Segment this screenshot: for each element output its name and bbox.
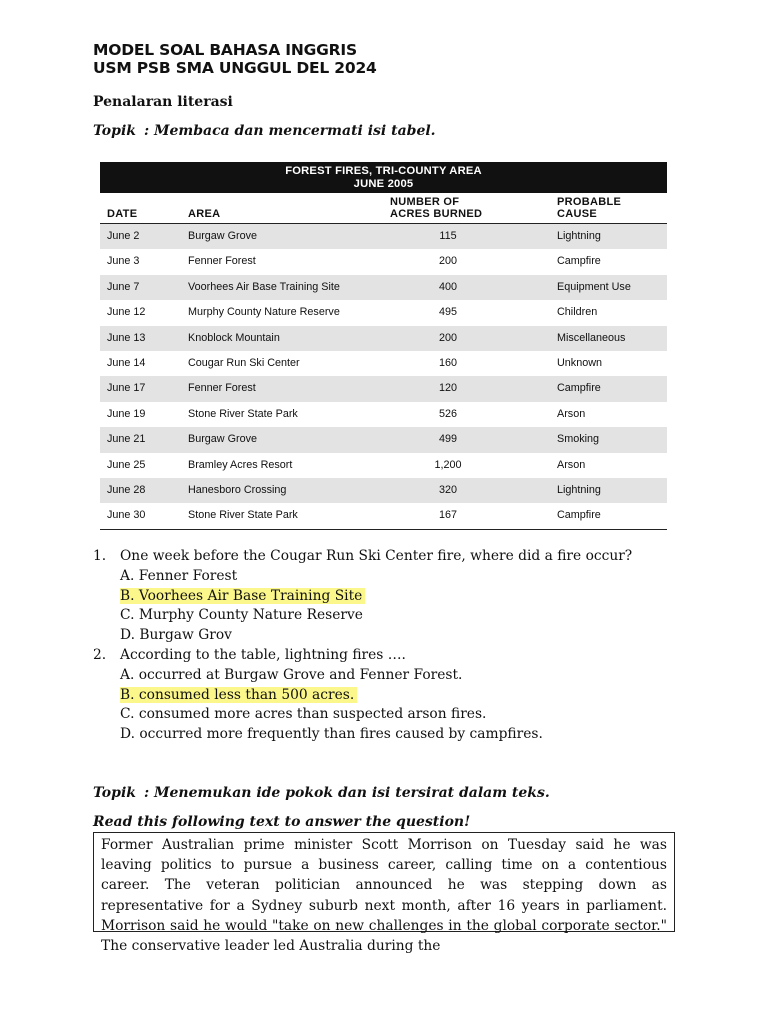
column-header-area: AREA	[188, 208, 221, 220]
table-row	[100, 478, 667, 503]
option-b[interactable]	[93, 587, 693, 607]
cell-acres: 320	[438, 483, 457, 496]
option-label: consumed less than 500 acres.	[138, 686, 355, 703]
cell-cause: Arson	[557, 407, 586, 420]
cell-date: June 13	[107, 331, 146, 344]
table-row	[100, 402, 667, 427]
table-subtitle: JUNE 2005	[353, 177, 414, 190]
cell-date: June 28	[107, 483, 146, 496]
column-header-date: DATE	[107, 208, 138, 220]
title-line-1: MODEL SOAL BAHASA INGGRIS	[93, 41, 357, 59]
table-row	[100, 453, 667, 478]
passage-text: Former Australian prime minister Scott Morrison on Tuesday said he was leaving politics to pursue a business career, calling time on a contentious career. The veteran politician announced he was stepping down as representative for a Sydney suburb next month, after 16 years in parliament. Morrison said he would "take on new challenges in the global corporate sector." The conservative leader led Australia during the	[101, 837, 667, 955]
question-list	[93, 547, 693, 745]
cell-cause: Campfire	[557, 382, 601, 395]
column-header-cause	[557, 196, 621, 220]
cell-area: Stone River State Park	[188, 509, 298, 522]
question-stem	[93, 646, 693, 666]
table-row	[100, 275, 667, 300]
cell-acres: 160	[438, 356, 457, 369]
cell-area: Fenner Forest	[188, 255, 256, 268]
cell-area: Bramley Acres Resort	[188, 458, 293, 471]
option-text	[120, 568, 240, 584]
cell-area: Stone River State Park	[188, 407, 298, 420]
cell-cause: Unknown	[557, 356, 603, 369]
cell-date: June 12	[107, 306, 146, 319]
document-title	[93, 41, 377, 77]
question-text: According to the table, lightning fires ….	[120, 646, 406, 663]
option-d[interactable]	[93, 725, 693, 745]
column-header-acres-line2: ACRES BURNED	[390, 208, 483, 220]
table-row	[100, 376, 667, 401]
option-c[interactable]	[93, 705, 693, 725]
topic-label: Topik	[93, 785, 136, 801]
column-header-cause-line1: PROBABLE	[557, 196, 622, 208]
option-letter: B.	[120, 686, 135, 703]
cell-date: June 21	[107, 433, 146, 446]
cell-date: June 3	[107, 255, 140, 268]
question-2	[93, 646, 693, 745]
cell-cause: Smoking	[557, 433, 600, 446]
highlighted-answer	[120, 588, 365, 604]
cell-acres: 200	[438, 255, 457, 268]
topic-text: : Membaca dan mencermati isi tabel.	[143, 123, 436, 139]
cell-date: June 14	[107, 356, 146, 369]
option-label: Murphy County Nature Reserve	[138, 607, 363, 624]
option-letter: A.	[120, 666, 135, 683]
title-line-2: USM PSB SMA UNGGUL DEL 2024	[93, 59, 377, 77]
column-header-cause-line2: CAUSE	[557, 208, 598, 220]
option-label: Voorhees Air Base Training Site	[138, 587, 363, 604]
option-letter: B.	[120, 587, 135, 604]
option-text	[120, 706, 489, 722]
table-row	[100, 503, 667, 528]
question-1	[93, 547, 693, 646]
cell-area: Burgaw Grove	[188, 433, 258, 446]
reading-passage	[93, 832, 675, 955]
option-text	[120, 607, 366, 623]
option-label: Fenner Forest	[138, 567, 238, 584]
cell-acres: 495	[438, 306, 457, 319]
option-text	[120, 627, 235, 643]
table-row	[100, 300, 667, 325]
table-title-bar	[100, 162, 667, 193]
option-label: consumed more acres than suspected arson fires.	[138, 706, 487, 723]
highlighted-answer	[120, 687, 357, 703]
cell-cause: Equipment Use	[557, 280, 631, 293]
cell-cause: Miscellaneous	[557, 331, 626, 344]
cell-area: Cougar Run Ski Center	[188, 356, 300, 369]
option-label: Burgaw Grov	[139, 627, 232, 644]
cell-acres: 167	[438, 509, 457, 522]
option-b[interactable]	[93, 686, 693, 706]
cell-area: Murphy County Nature Reserve	[188, 306, 340, 319]
cell-acres: 526	[438, 407, 457, 420]
option-letter: A.	[120, 567, 135, 584]
cell-cause: Children	[557, 306, 598, 319]
cell-date: June 19	[107, 407, 146, 420]
cell-date: June 2	[107, 230, 140, 242]
option-letter: C.	[120, 706, 135, 723]
option-letter: D.	[120, 726, 135, 743]
topic-label: Topik	[93, 123, 136, 139]
option-text	[120, 667, 465, 683]
topic-table	[93, 122, 436, 140]
question-stem	[93, 547, 693, 567]
option-label: occurred more frequently than fires caused by campfires.	[139, 726, 543, 743]
cell-area: Fenner Forest	[188, 382, 256, 395]
topic-text: : Menemukan ide pokok dan isi tersirat dalam teks.	[143, 785, 550, 801]
cell-date: June 7	[107, 280, 140, 293]
option-a[interactable]	[93, 666, 693, 686]
cell-acres: 499	[438, 433, 457, 446]
reading-instruction: Read this following text to answer the question!	[93, 814, 471, 830]
cell-acres: 1,200	[434, 458, 462, 471]
table-row	[100, 351, 667, 376]
column-header-acres	[390, 196, 482, 220]
option-c[interactable]	[93, 606, 693, 626]
table-body	[100, 224, 667, 529]
cell-acres: 115	[439, 230, 457, 242]
option-d[interactable]	[93, 626, 693, 646]
option-letter: D.	[120, 627, 135, 644]
cell-cause: Lightning	[557, 230, 601, 242]
section-label: Penalaran literasi	[93, 94, 233, 110]
column-header-acres-line1: NUMBER OF	[390, 196, 460, 208]
topic-main-idea	[93, 784, 550, 802]
option-a[interactable]	[93, 567, 693, 587]
table-title: FOREST FIRES, TRI-COUNTY AREA	[285, 164, 482, 177]
cell-cause: Lightning	[557, 483, 601, 496]
cell-area: Burgaw Grove	[188, 230, 258, 242]
option-letter: C.	[120, 607, 135, 624]
table-bottom-rule	[100, 529, 667, 531]
option-text	[120, 726, 546, 742]
question-text: One week before the Cougar Run Ski Center fire, where did a fire occur?	[120, 548, 633, 564]
question-number: 2.	[93, 646, 107, 663]
cell-date: June 17	[107, 382, 146, 395]
cell-area: Hanesboro Crossing	[188, 483, 287, 496]
forest-fires-table	[100, 162, 667, 530]
table-row	[100, 427, 667, 452]
cell-cause: Campfire	[557, 255, 601, 268]
cell-date: June 30	[107, 509, 146, 522]
cell-acres: 400	[438, 280, 457, 293]
cell-date: June 25	[107, 458, 146, 471]
table-row	[100, 249, 667, 274]
table-header-row	[100, 193, 667, 224]
cell-acres: 200	[438, 331, 457, 344]
question-number: 1.	[93, 548, 107, 564]
cell-area: Knoblock Mountain	[188, 331, 280, 344]
cell-acres: 120	[438, 382, 457, 395]
option-label: occurred at Burgaw Grove and Fenner Forest.	[138, 666, 463, 683]
table-row	[100, 326, 667, 351]
table-row	[100, 224, 667, 249]
cell-area: Voorhees Air Base Training Site	[188, 280, 340, 293]
cell-cause: Arson	[557, 458, 586, 471]
cell-cause: Campfire	[557, 509, 601, 522]
